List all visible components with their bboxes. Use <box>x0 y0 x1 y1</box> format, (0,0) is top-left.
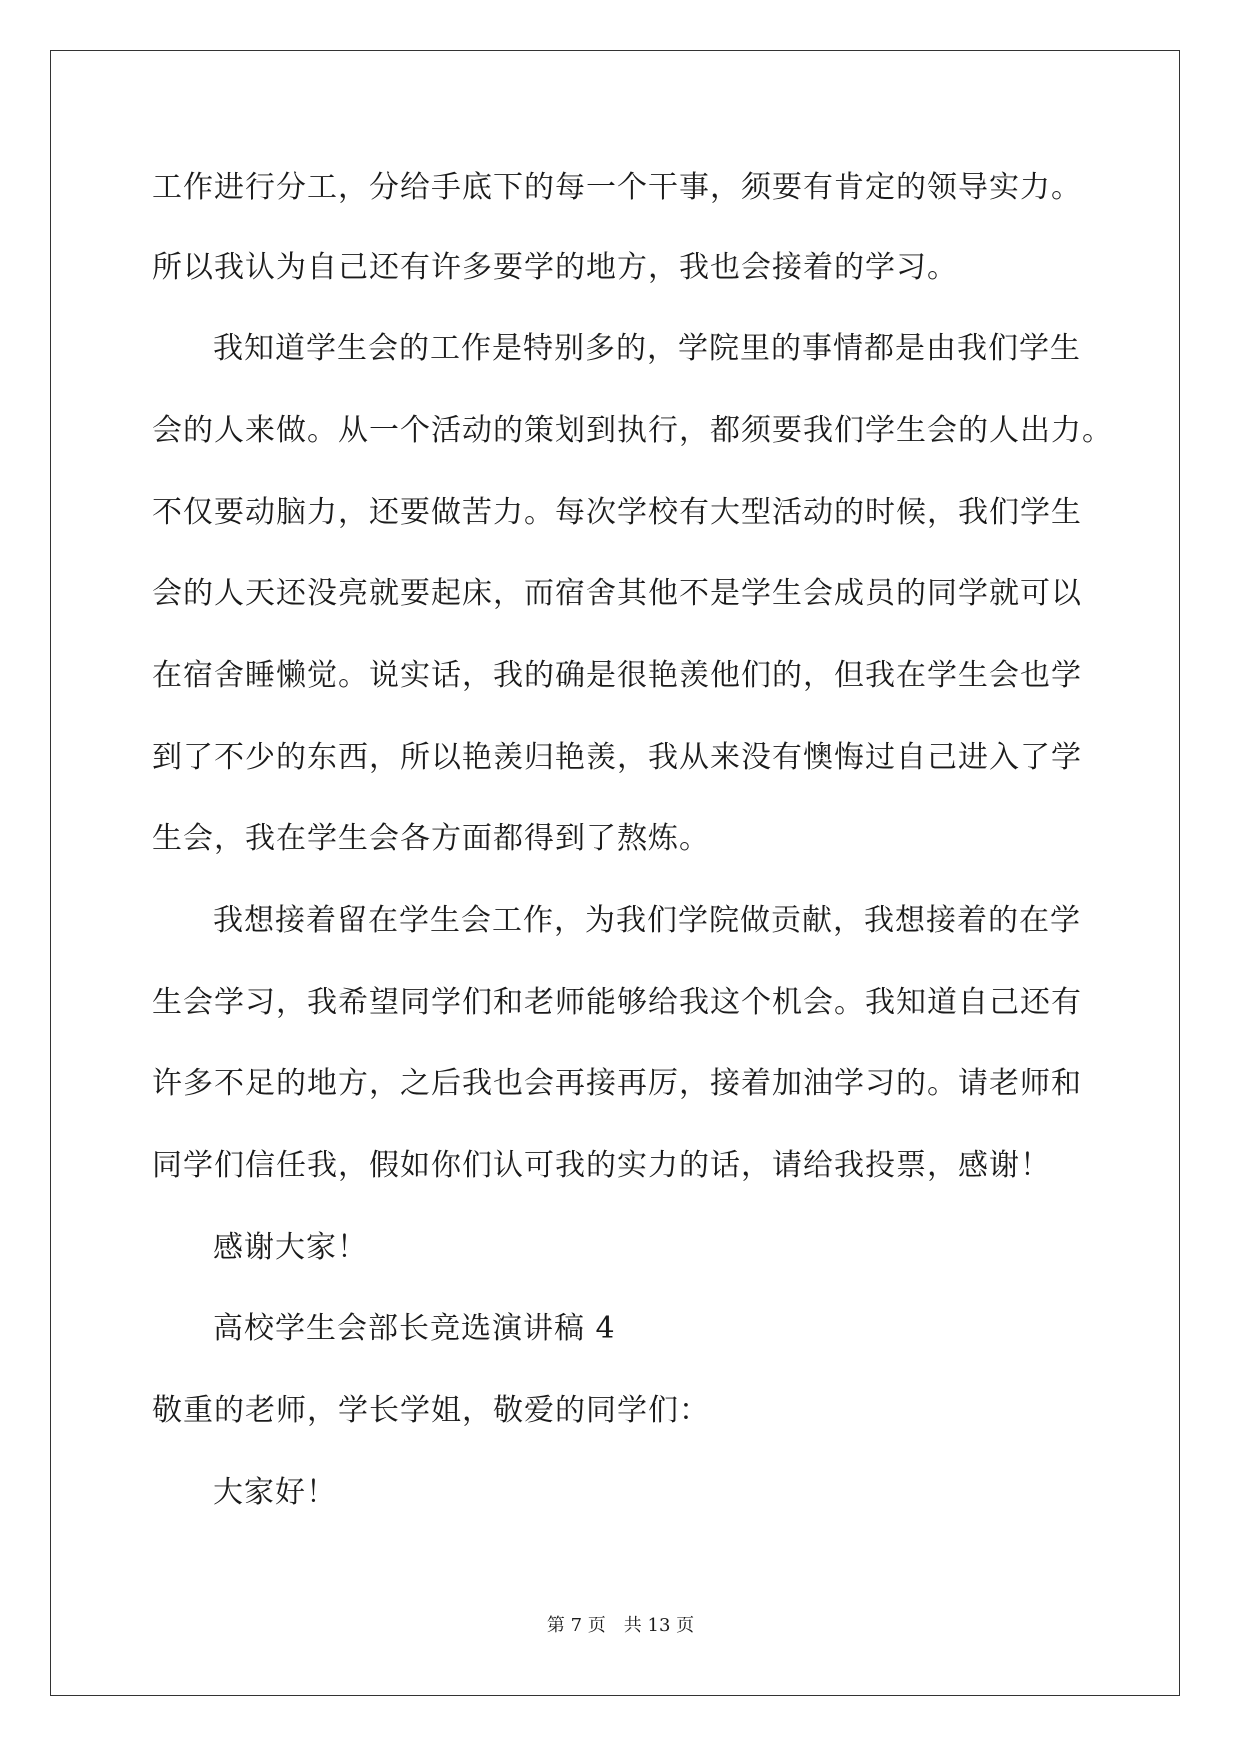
paragraph-line: 在宿舍睡懒觉。说实话，我的确是很艳羡他们的，但我在学生会也学 <box>152 658 1082 693</box>
salutation: 敬重的老师，学长学姐，敬爱的同学们： <box>152 1393 710 1428</box>
page-border <box>50 50 1180 1696</box>
paragraph-line: 许多不足的地方，之后我也会再接再厉，接着加油学习的。请老师和 <box>152 1066 1082 1101</box>
greeting: 大家好！ <box>213 1475 337 1510</box>
paragraph-line: 生会学习，我希望同学们和老师能够给我这个机会。我知道自己还有 <box>152 985 1082 1020</box>
page-number-footer: 第 7 页 共 13 页 <box>546 1615 695 1636</box>
paragraph-line: 到了不少的东西，所以艳羡归艳羡，我从来没有懊悔过自己进入了学 <box>152 740 1082 775</box>
paragraph-line: 会的人天还没亮就要起床，而宿舍其他不是学生会成员的同学就可以 <box>152 576 1082 611</box>
paragraph-line: 我想接着留在学生会工作，为我们学院做贡献，我想接着的在学 <box>213 903 1081 938</box>
paragraph-line: 所以我认为自己还有许多要学的地方，我也会接着的学习。 <box>152 250 958 285</box>
paragraph-line: 感谢大家！ <box>213 1230 368 1265</box>
paragraph-line: 生会，我在学生会各方面都得到了熬炼。 <box>152 821 710 856</box>
section-heading: 高校学生会部长竞选演讲稿 4 <box>213 1311 616 1346</box>
paragraph-line: 不仅要动脑力，还要做苦力。每次学校有大型活动的时候，我们学生 <box>152 495 1082 530</box>
paragraph-line: 我知道学生会的工作是特别多的，学院里的事情都是由我们学生 <box>213 331 1081 366</box>
paragraph-line: 工作进行分工，分给手底下的每一个干事，须要有肯定的领导实力。 <box>152 170 1082 205</box>
paragraph-line: 会的人来做。从一个活动的策划到执行，都须要我们学生会的人出力。 <box>152 413 1113 448</box>
paragraph-line: 同学们信任我，假如你们认可我的实力的话，请给我投票，感谢！ <box>152 1148 1051 1183</box>
